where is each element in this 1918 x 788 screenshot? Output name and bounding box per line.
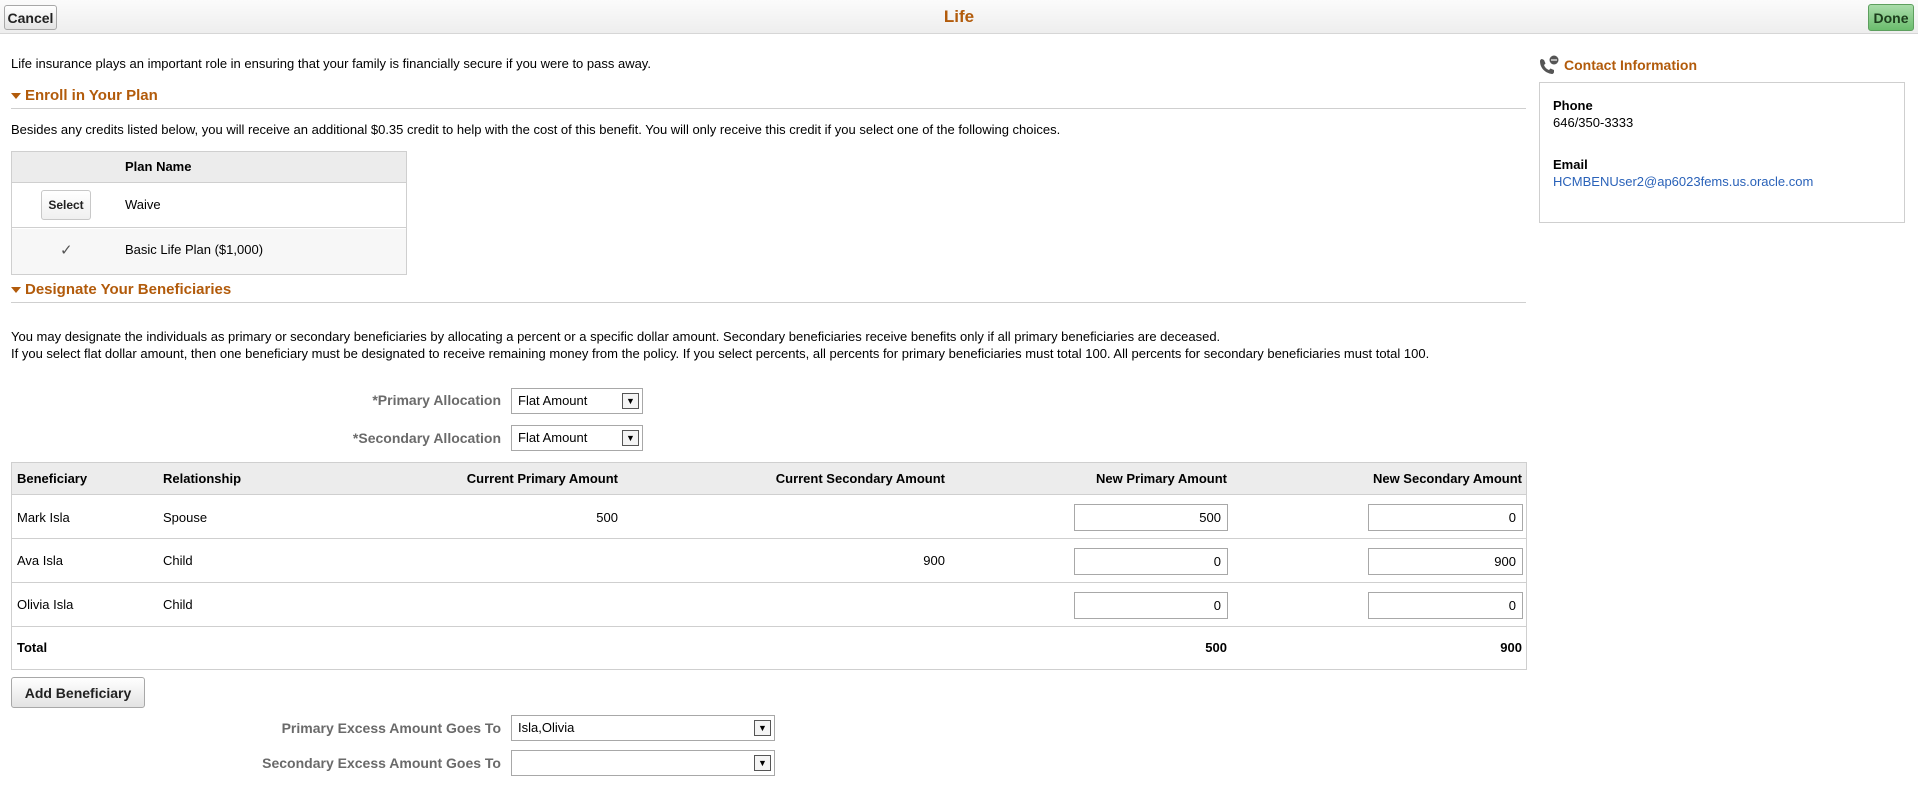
plan-table	[11, 151, 407, 275]
beneficiary-name: Mark Isla	[17, 510, 70, 525]
primary-excess-label: Primary Excess Amount Goes To	[281, 720, 501, 736]
collapse-triangle-icon	[11, 287, 21, 293]
new-secondary-amount-input[interactable]: 0	[1368, 592, 1523, 619]
new-primary-amount-input[interactable]: 0	[1074, 592, 1228, 619]
beneficiary-name: Ava Isla	[17, 553, 64, 568]
beneficiaries-table	[11, 462, 1527, 670]
enroll-description: Besides any credits listed below, you will receive an additional $0.35 credit to help with the cost of this benefit. You will only receive this credit if you select one of the following choices.	[11, 122, 1061, 137]
col-current-secondary: Current Secondary Amount	[775, 471, 945, 486]
col-new-primary: New Primary Amount	[1096, 471, 1227, 486]
email-link[interactable]: HCMBENUser2@ap6023fems.us.oracle.com	[1553, 174, 1814, 189]
total-new-secondary: 900	[1500, 640, 1522, 655]
current-primary-amount: 500	[596, 510, 618, 525]
chevron-down-icon: ▼	[622, 393, 639, 409]
total-label: Total	[17, 640, 48, 655]
plan-name: Waive	[125, 197, 161, 212]
chevron-down-icon: ▼	[754, 720, 771, 736]
enroll-section-header[interactable]	[11, 87, 1526, 109]
new-primary-amount-input[interactable]: 500	[1074, 504, 1228, 531]
beneficiaries-table-header	[12, 463, 1526, 495]
secondary-allocation-value: Flat Amount	[518, 430, 588, 445]
page-title: Life	[943, 7, 975, 26]
plan-name-header: Plan Name	[125, 159, 192, 174]
add-beneficiary-button[interactable]: Add Beneficiary	[11, 677, 145, 708]
relationship: Child	[163, 597, 193, 612]
primary-excess-select[interactable]	[511, 715, 775, 741]
primary-allocation-value: Flat Amount	[518, 393, 588, 408]
phone-value: 646/350-3333	[1553, 115, 1634, 130]
phone-chat-icon	[1538, 54, 1560, 76]
beneficiaries-section-header[interactable]	[11, 281, 1526, 303]
primary-allocation-label: *Primary Allocation	[372, 392, 501, 408]
plan-row-selected	[12, 229, 406, 274]
top-bar	[0, 0, 1918, 34]
table-row	[12, 496, 1526, 539]
total-new-primary: 500	[1205, 640, 1227, 655]
col-new-secondary: New Secondary Amount	[1372, 471, 1522, 486]
plan-row	[12, 184, 406, 228]
chevron-down-icon: ▼	[622, 430, 639, 446]
new-secondary-amount-input[interactable]: 900	[1368, 548, 1523, 575]
relationship: Child	[163, 553, 193, 568]
col-beneficiary: Beneficiary	[17, 471, 88, 486]
secondary-excess-label: Secondary Excess Amount Goes To	[262, 755, 501, 771]
beneficiaries-heading: Designate Your Beneficiaries	[25, 281, 232, 298]
plan-name: Basic Life Plan ($1,000)	[125, 242, 264, 257]
plan-table-header	[12, 152, 406, 183]
contact-box	[1539, 82, 1905, 223]
collapse-triangle-icon	[11, 93, 21, 99]
relationship: Spouse	[163, 510, 208, 525]
table-row	[12, 584, 1526, 627]
chevron-down-icon: ▼	[754, 755, 771, 771]
checkmark-icon: ✓	[60, 242, 73, 259]
beneficiaries-description-2: If you select flat dollar amount, then one beneficiary must be designated to receive remaining money from the policy. If you select percents, all percents for primary beneficiaries must total 100. All percents for secondary beneficiaries must total 100.	[11, 346, 1430, 361]
total-row	[12, 628, 1526, 669]
cancel-button[interactable]: Cancel	[4, 5, 57, 30]
enroll-heading: Enroll in Your Plan	[25, 87, 158, 104]
col-current-primary: Current Primary Amount	[466, 471, 618, 486]
primary-excess-value: Isla,Olivia	[518, 720, 575, 735]
secondary-allocation-select[interactable]	[511, 425, 643, 451]
current-secondary-amount: 900	[923, 553, 945, 568]
secondary-allocation-label: *Secondary Allocation	[352, 430, 501, 446]
phone-label: Phone	[1553, 98, 1593, 113]
new-primary-amount-input[interactable]: 0	[1074, 548, 1228, 575]
done-button[interactable]: Done	[1868, 4, 1914, 31]
col-relationship: Relationship	[163, 471, 242, 486]
select-waive-button[interactable]: Select	[41, 190, 91, 220]
primary-allocation-select[interactable]	[511, 388, 643, 414]
beneficiaries-description-1: You may designate the individuals as primary or secondary beneficiaries by allocating a percent or a specific dollar amount. Secondary beneficiaries receive benefits only if all primary beneficiaries are deceased.	[11, 329, 1221, 344]
table-row	[12, 540, 1526, 583]
secondary-excess-select[interactable]	[511, 750, 775, 776]
contact-title: Contact Information	[1564, 57, 1697, 73]
new-secondary-amount-input[interactable]: 0	[1368, 504, 1523, 531]
beneficiary-name: Olivia Isla	[17, 597, 74, 612]
intro-text: Life insurance plays an important role in ensuring that your family is financially secure if you were to pass away.	[11, 56, 651, 71]
email-label: Email	[1553, 157, 1588, 172]
